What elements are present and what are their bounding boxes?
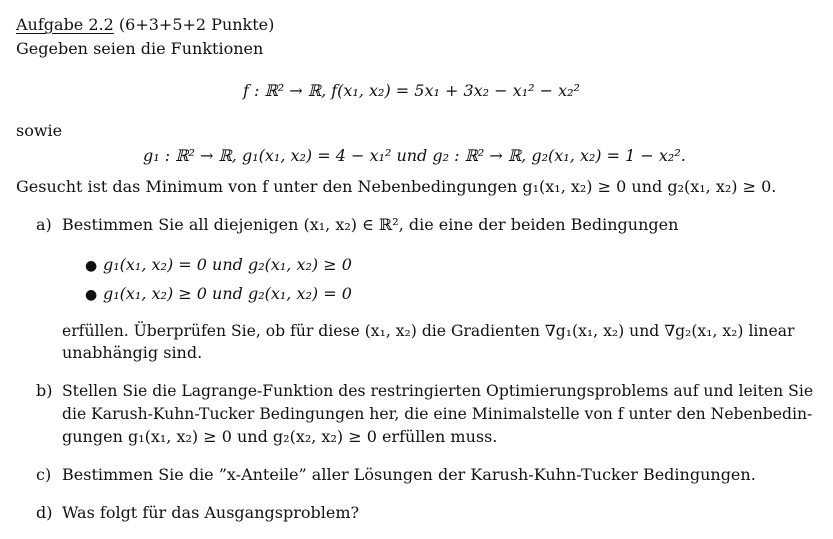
part-a-line1: Bestimmen Sie all diejenigen (x₁, x₂) ∈ ℝ², die eine der beiden Bedingungen [62, 215, 679, 234]
part-a-marker: a) [36, 215, 52, 234]
part-b-line3: gungen g₁(x₁, x₂) ≥ 0 und g₂(x₂, x₂) ≥ 0 erfüllen muss. [62, 427, 498, 446]
exercise-points: (6+3+5+2 Punkte) [118, 15, 275, 34]
part-b-line1: Stellen Sie die Lagrange-Funktion des restringierten Optimierungsproblems auf und leiten Sie [62, 382, 814, 400]
bullet-1-dot: ● [85, 258, 98, 274]
part-d-line1: Was folgt für das Ausgangsproblem? [62, 503, 360, 522]
part-c-marker: c) [36, 465, 52, 484]
bullet-2-dot: ● [85, 287, 98, 303]
part-c-line1: Bestimmen Sie die ”x-Anteile” aller Lösungen der Karush-Kuhn-Tucker Bedingungen. [62, 465, 756, 484]
part-a-bullet-2: g₁(x₁, x₂) ≥ 0 und g₂(x₁, x₂) = 0 [103, 284, 352, 303]
exercise-label: Aufgabe 2.2 [16, 15, 114, 34]
part-b-marker: b) [36, 381, 53, 400]
exercise-title [16, 14, 274, 36]
sowie-text: sowie [16, 121, 63, 140]
function-g-definition: g₁ : ℝ² → ℝ, g₁(x₁, x₂) = 4 − x₁² und g₂ : ℝ² → ℝ, g₂(x₁, x₂) = 1 − x₂². [143, 146, 686, 165]
part-a-line3: unabhängig sind. [62, 343, 203, 362]
function-f-definition: f : ℝ² → ℝ, f(x₁, x₂) = 5x₁ + 3x₂ − x₁² − x₂² [243, 81, 580, 100]
part-a-bullet-1: g₁(x₁, x₂) = 0 und g₂(x₁, x₂) ≥ 0 [103, 255, 352, 274]
part-d-marker: d) [36, 503, 53, 522]
intro-text: Gegeben seien die Funktionen [16, 39, 264, 58]
sought-text: Gesucht ist das Minimum von f unter den Nebenbedingungen g₁(x₁, x₂) ≥ 0 und g₂(x₁, x₂) ≥ 0. [16, 177, 777, 196]
part-b-line2: die Karush-Kuhn-Tucker Bedingungen her, die eine Minimalstelle von f unter den Nebenbedin- [62, 405, 813, 423]
part-a-line2: erfüllen. Überprüfen Sie, ob für diese (x₁, x₂) die Gradienten ∇g₁(x₁, x₂) und ∇g₂(x₁, x₂) linear [62, 322, 795, 340]
